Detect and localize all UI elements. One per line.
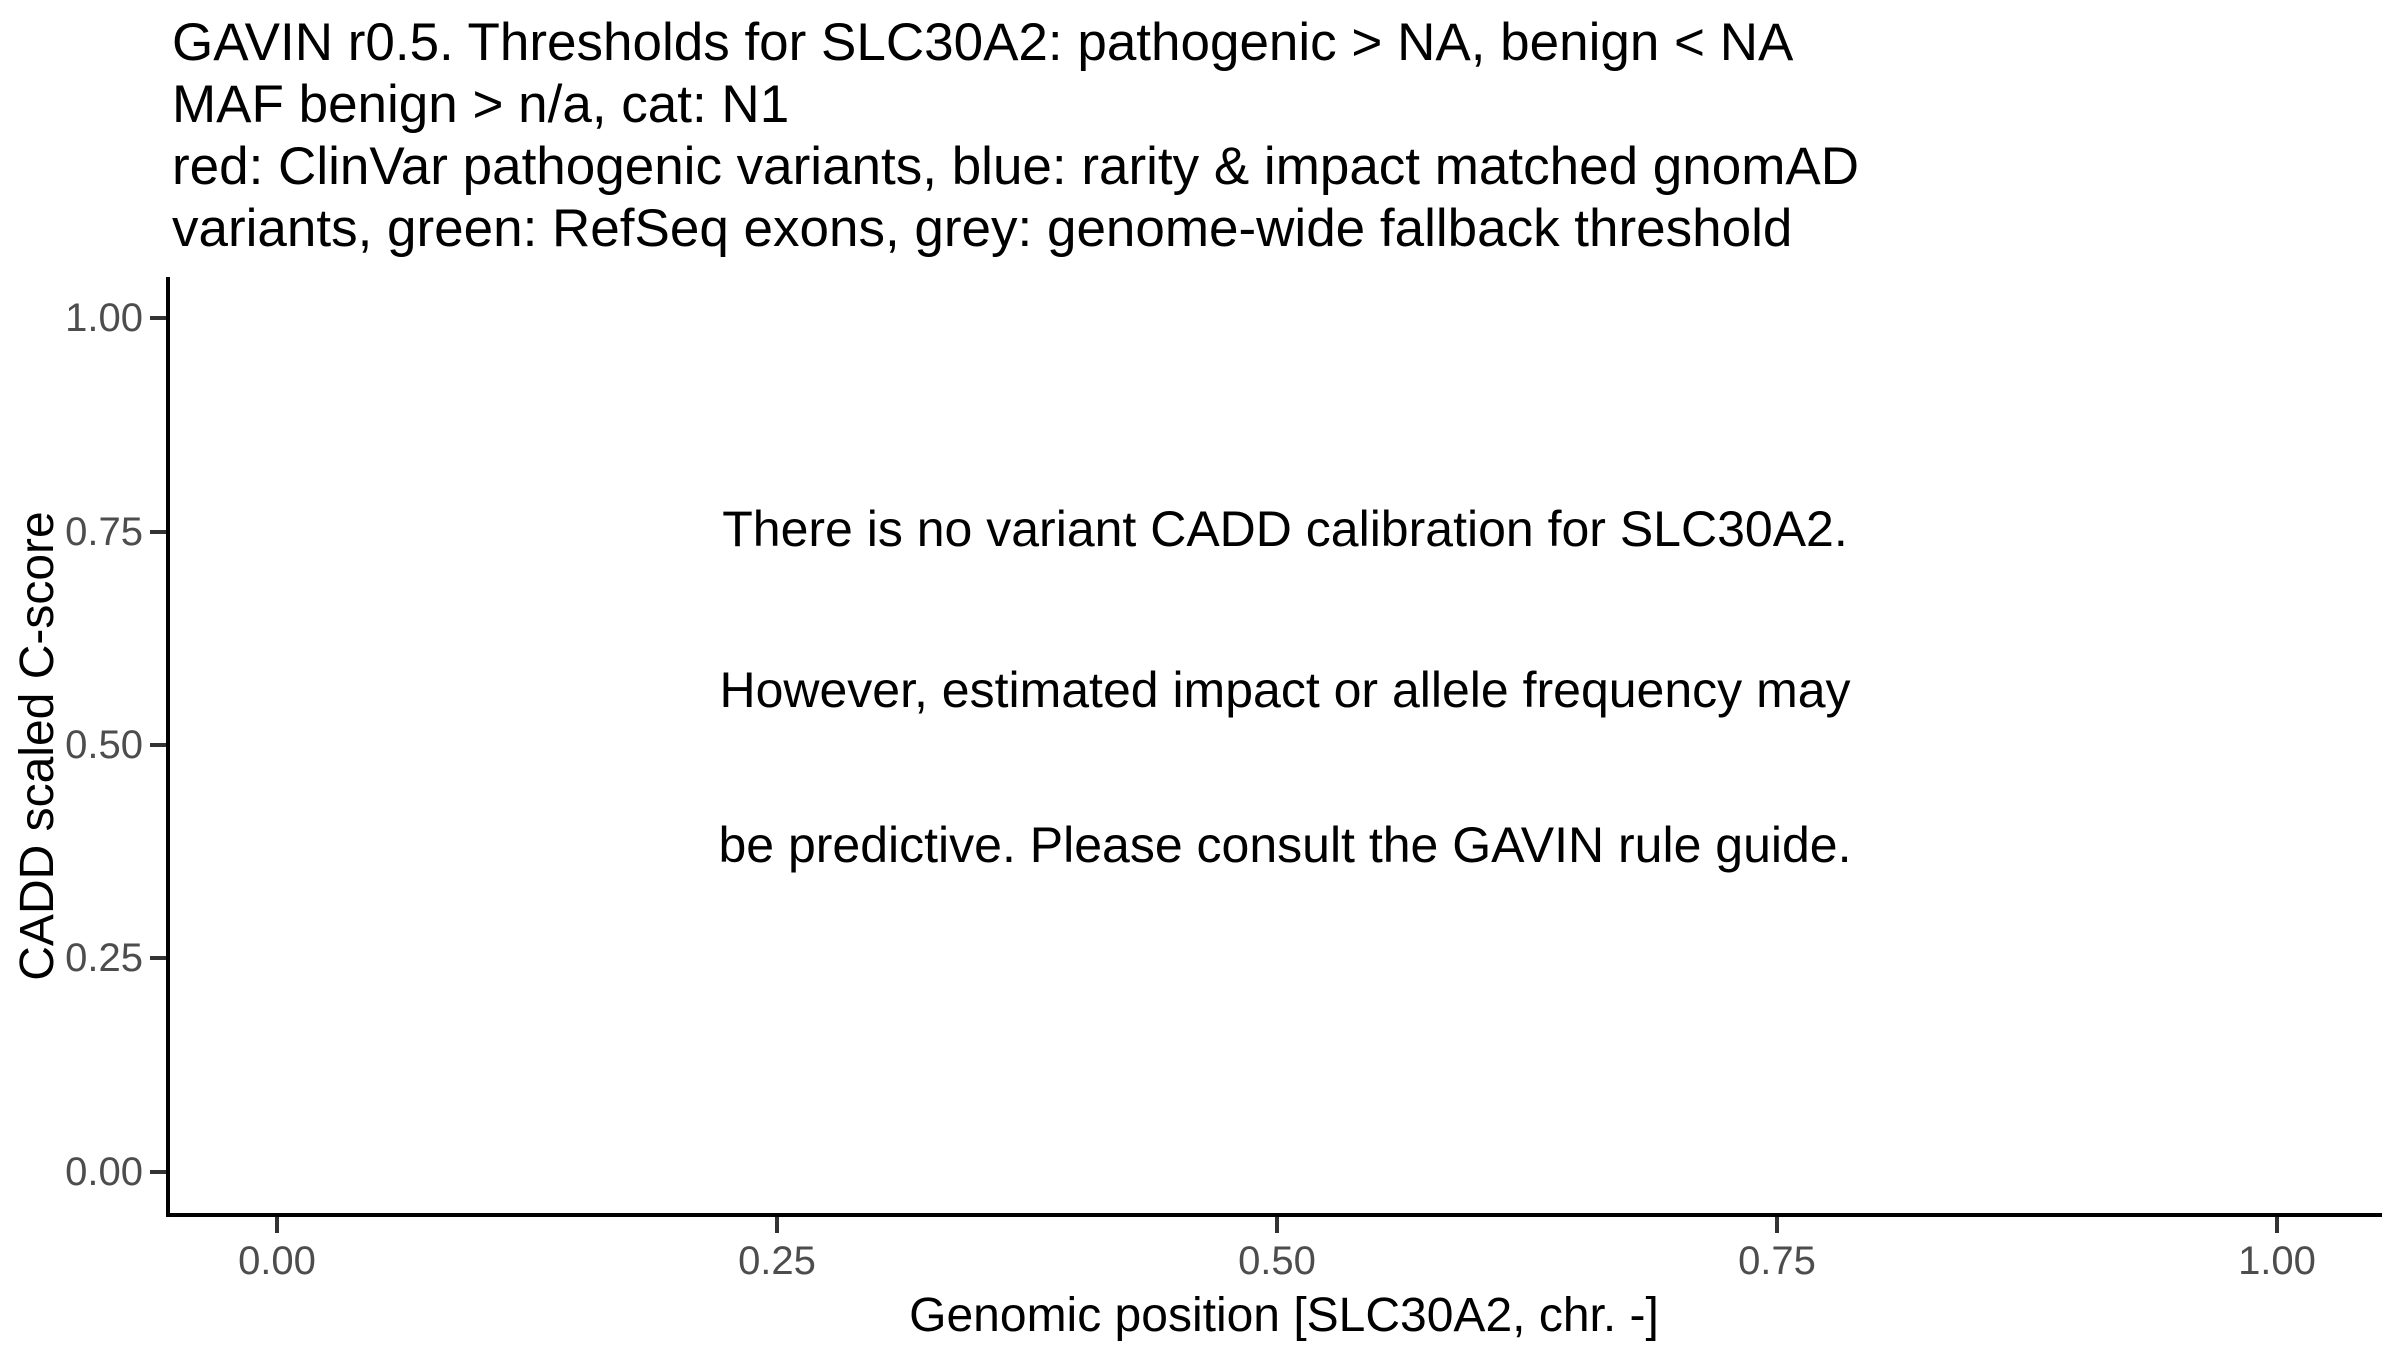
y-tick-mark-0.00: [150, 1170, 166, 1174]
y-tick-label-0.50: 0.50: [65, 723, 143, 767]
y-tick-mark-1.00: [150, 316, 166, 320]
y-tick-mark-0.75: [150, 530, 166, 534]
y-tick-mark-0.50: [150, 743, 166, 747]
x-tick-label-0.50: 0.50: [1238, 1239, 1316, 1283]
y-tick-label-0.75: 0.75: [65, 510, 143, 554]
y-tick-mark-0.25: [150, 956, 166, 960]
x-tick-label-0.25: 0.25: [738, 1239, 816, 1283]
x-tick-mark-1.00: [2275, 1217, 2279, 1233]
x-tick-label-0.00: 0.00: [238, 1239, 316, 1283]
x-tick-label-1.00: 1.00: [2238, 1239, 2316, 1283]
chart-title: [172, 12, 1859, 260]
x-tick-label-0.75: 0.75: [1738, 1239, 1816, 1283]
y-tick-label-1.00: 1.00: [65, 296, 143, 340]
x-tick-mark-0.50: [1275, 1217, 1279, 1233]
y-tick-label-0.25: 0.25: [65, 936, 143, 980]
annotation-line-1: There is no variant CADD calibration for SLC30A2.: [722, 501, 1848, 557]
chart-title-line-4: variants, green: RefSeq exons, grey: genome-wide fallback threshold: [172, 199, 1793, 258]
y-axis-title: CADD scaled C-score: [11, 511, 64, 981]
x-tick-mark-0.25: [775, 1217, 779, 1233]
annotation-line-2: However, estimated impact or allele frequency may: [719, 662, 1851, 718]
annotation-line-3: be predictive. Please consult the GAVIN rule guide.: [718, 817, 1852, 873]
x-axis-title: Genomic position [SLC30A2, chr. -]: [909, 1289, 1659, 1342]
x-tick-mark-0.75: [1775, 1217, 1779, 1233]
chart-title-line-3: red: ClinVar pathogenic variants, blue: rarity & impact matched gnomAD: [172, 137, 1859, 196]
y-tick-label-0.00: 0.00: [65, 1150, 143, 1194]
chart-title-line-1: GAVIN r0.5. Thresholds for SLC30A2: pathogenic > NA, benign < NA: [172, 13, 1794, 72]
plot-panel: [166, 277, 2382, 1217]
x-tick-mark-0.00: [275, 1217, 279, 1233]
chart-title-line-2: MAF benign > n/a, cat: N1: [172, 75, 790, 134]
